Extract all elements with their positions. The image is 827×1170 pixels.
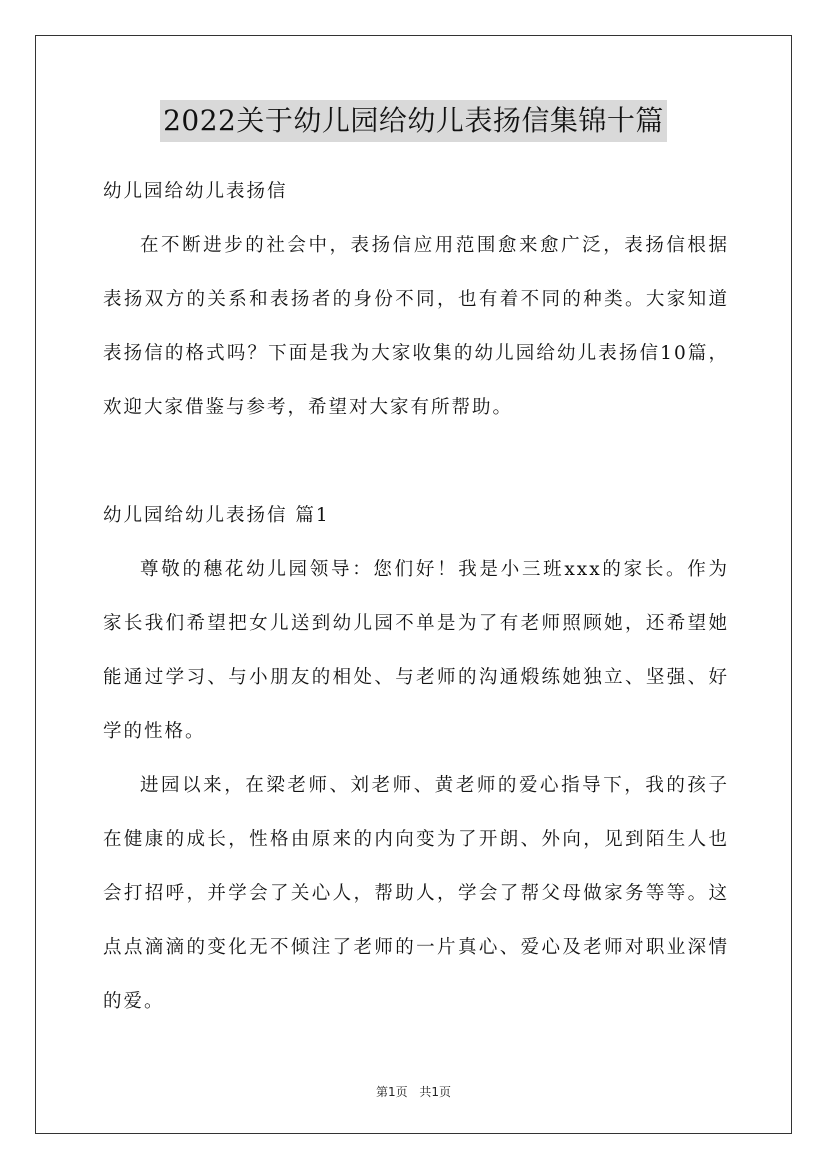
- paragraph-spacer: [103, 435, 729, 489]
- page-footer: [0, 1083, 827, 1100]
- document-title: [0, 100, 827, 142]
- body-paragraph: 进园以来，在梁老师、刘老师、黄老师的爱心指导下，我的孩子在健康的成长，性格由原来的内向变为了开朗、外向，见到陌生人也会打招呼，并学会了关心人，帮助人，学会了帮父母做家务等等。这点点滴滴的变化无不倾注了老师的一片真心、爱心及老师对职业深情的爱。: [103, 775, 729, 1012]
- document-title-text: 2022关于幼儿园给幼儿表扬信集锦十篇: [160, 100, 667, 142]
- intro-heading: 幼儿园给幼儿表扬信: [103, 181, 288, 202]
- document-body: [103, 165, 729, 1029]
- page-number: 第1页: [375, 1085, 408, 1099]
- intro-paragraph: 在不断进步的社会中，表扬信应用范围愈来愈广泛，表扬信根据表扬双方的关系和表扬者的身份不同，也有着不同的种类。大家知道表扬信的格式吗？下面是我为大家收集的幼儿园给幼儿表扬信10篇，欢迎大家借鉴与参考，希望对大家有所帮助。: [103, 235, 729, 418]
- page-total: 共1页: [419, 1085, 452, 1099]
- body-paragraph: 尊敬的穗花幼儿园领导：您们好！我是小三班xxx的家长。作为家长我们希望把女儿送到幼儿园不单是为了有老师照顾她，还希望她能通过学习、与小朋友的相处、与老师的沟通煅练她独立、坚强、好学的性格。: [103, 559, 729, 742]
- section-heading: 幼儿园给幼儿表扬信 篇1: [103, 505, 330, 526]
